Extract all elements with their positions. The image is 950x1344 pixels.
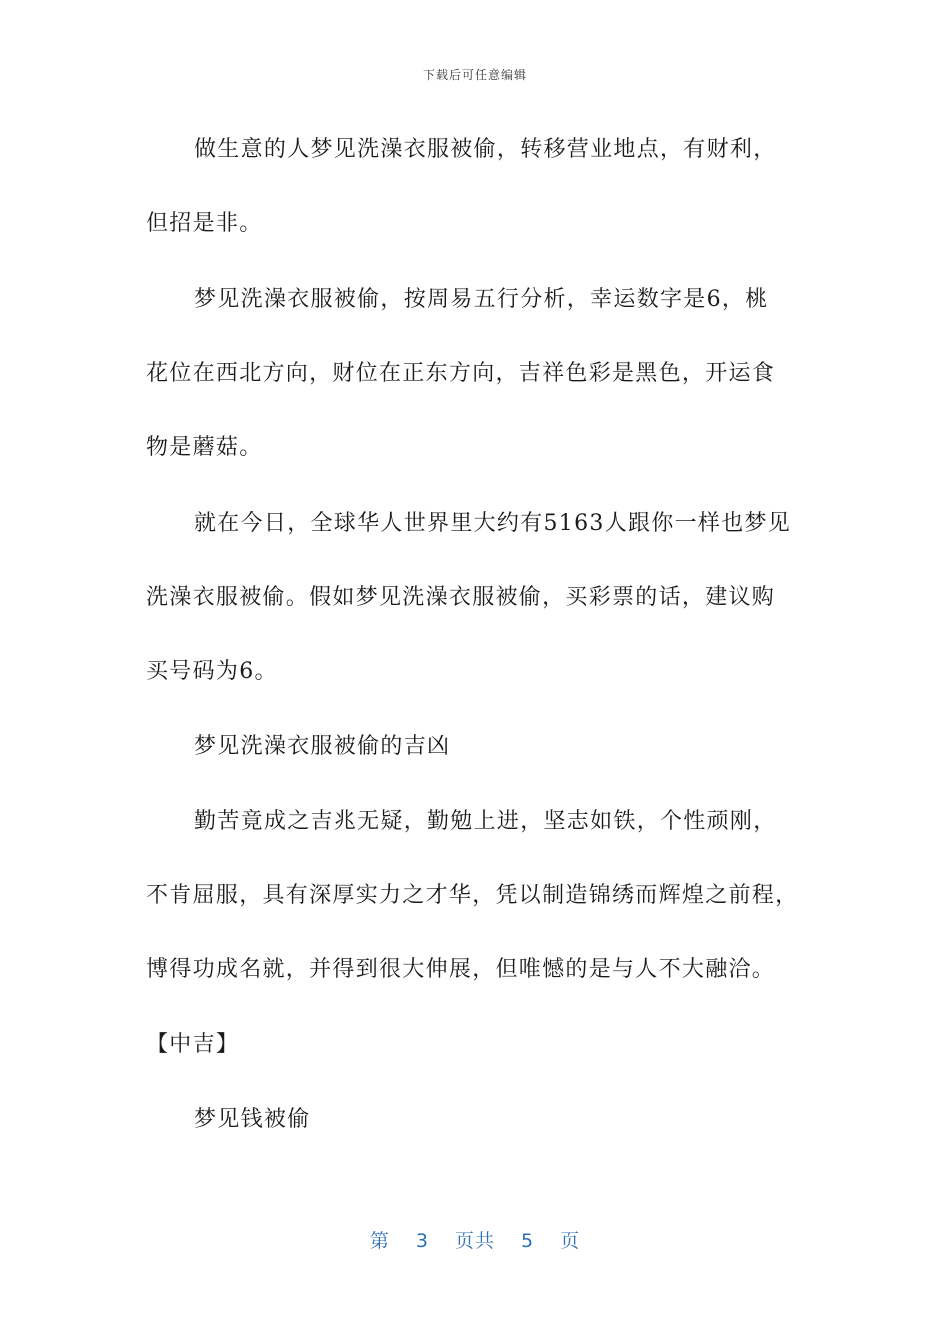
body-line: 但招是非。 (146, 211, 263, 236)
footer-current-page: 3 (415, 1230, 429, 1252)
body-line: 勤苦竟成之吉兆无疑，勤勉上进，坚志如铁，个性顽刚， (194, 809, 777, 834)
page-footer (0, 1226, 950, 1253)
body-line: 买号码为6。 (146, 659, 278, 684)
page-header: 下载后可任意编辑 (422, 68, 527, 82)
body-line: 花位在西北方向，财位在正东方向，吉祥色彩是黑色，开运食 (146, 361, 776, 386)
body-line: 做生意的人梦见洗澡衣服被偷，转移营业地点，有财利， (194, 137, 777, 162)
body-line: 不肯屈服，具有深厚实力之才华，凭以制造锦绣而辉煌之前程， (146, 883, 799, 908)
body-line: 洗澡衣服被偷。假如梦见洗澡衣服被偷，买彩票的话，建议购 (146, 585, 776, 610)
footer-middle: 页共 (454, 1230, 495, 1252)
footer-total-pages: 5 (521, 1230, 535, 1252)
rating-label: 【中吉】 (146, 1032, 240, 1057)
body-line: 就在今日，全球华人世界里大约有5163人跟你一样也梦见 (194, 511, 792, 536)
footer-prefix: 第 (369, 1230, 390, 1252)
section-heading: 梦见洗澡衣服被偷的吉凶 (194, 734, 451, 759)
body-line: 物是蘑菇。 (146, 435, 263, 460)
body-line: 博得功成名就，并得到很大伸展，但唯憾的是与人不大融洽。 (146, 957, 776, 982)
section-heading: 梦见钱被偷 (194, 1107, 311, 1132)
footer-suffix: 页 (560, 1230, 581, 1252)
body-line: 梦见洗澡衣服被偷，按周易五行分析，幸运数字是6，桃 (194, 287, 769, 312)
